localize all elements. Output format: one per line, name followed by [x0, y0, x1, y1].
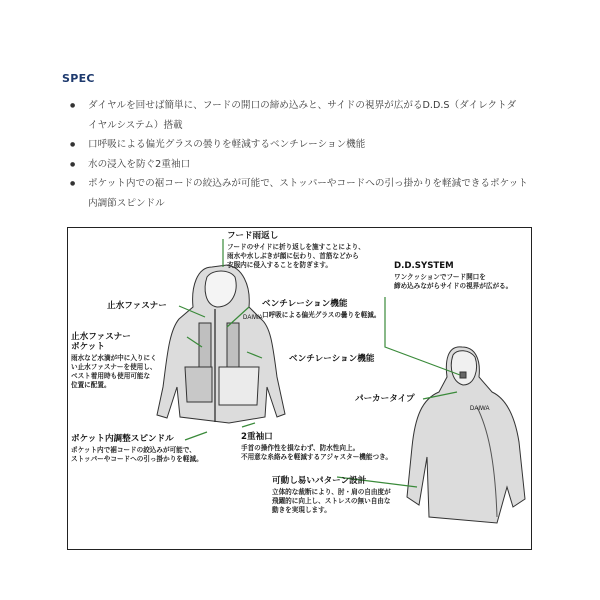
- jacket-diagram: [67, 227, 532, 550]
- spindle-desc: ポケット内で裾コードの絞込みが可能で、 ストッパーやコードへの引っ掛かりを軽減。: [71, 446, 203, 463]
- pocket-label: 止水ファスナー ポケット: [71, 332, 131, 352]
- vent1-label: ベンチレーション機能: [262, 299, 348, 309]
- spec-list: [62, 96, 562, 214]
- spec-bullet: ● ダイヤルを回せば簡単に、フードの開口の締め込みと、サイドの視界が広がるD.D.S（ダイレクトダ イヤルシステム）搭載: [62, 96, 562, 135]
- vent1-desc: 口呼吸による偏光グラスの曇りを軽減。: [262, 311, 381, 319]
- hood-desc: フードのサイドに折り返しを施すことにより、 雨水や水しぶきが顔に伝わり、首筋などから 衣服内に侵入することを防ぎます。: [227, 243, 365, 269]
- svg-text:DAIWA: DAIWA: [470, 406, 490, 412]
- cuff-desc: 手首の操作性を損なわず、防水性向上。 不用意な糸絡みを軽減するアジャスター機能つき。: [241, 444, 392, 461]
- dds-desc: ワンクッションでフード開口を 締め込みながらサイドの視界が広がる。: [394, 273, 513, 290]
- dds-label: D.D.SYSTEM: [394, 261, 454, 271]
- svg-text:DAIWA: DAIWA: [243, 315, 263, 321]
- spindle-label: ポケット内調整スピンドル: [71, 434, 174, 444]
- parka-label: パーカータイプ: [355, 394, 415, 404]
- spec-title: SPEC: [62, 72, 95, 85]
- spec-bullet: ● ポケット内での裾コードの絞込みが可能で、ストッパーやコードへの引っ掛かりを軽減できるポケット 内調節スピンドル: [62, 174, 562, 213]
- vent2-label: ベンチレーション機能: [289, 354, 375, 364]
- cuff-label: 2重袖口: [241, 432, 273, 442]
- spec-bullet: ● 口呼吸による偏光グラスの曇りを軽減するベンチレーション機能: [62, 135, 562, 155]
- zipper-label: 止水ファスナー: [107, 301, 167, 311]
- pattern-label: 可動し易いパターン設計: [272, 476, 367, 486]
- pocket-desc: 雨水など水滴が中に入りにく い止水ファスナーを使用し、 ベスト着用時も使用可能な 位置に配置。: [71, 354, 157, 389]
- pattern-desc: 立体的な裁断により、肘・肩の自由度が 飛躍的に向上し、ストレスの無い自由な 動きを実現します。: [272, 488, 391, 514]
- front-jacket-drawing: [157, 265, 285, 423]
- hood-label: フード雨返し: [227, 231, 279, 241]
- back-jacket-drawing: [407, 347, 525, 523]
- spec-bullet: ● 水の浸入を防ぐ2重袖口: [62, 155, 562, 175]
